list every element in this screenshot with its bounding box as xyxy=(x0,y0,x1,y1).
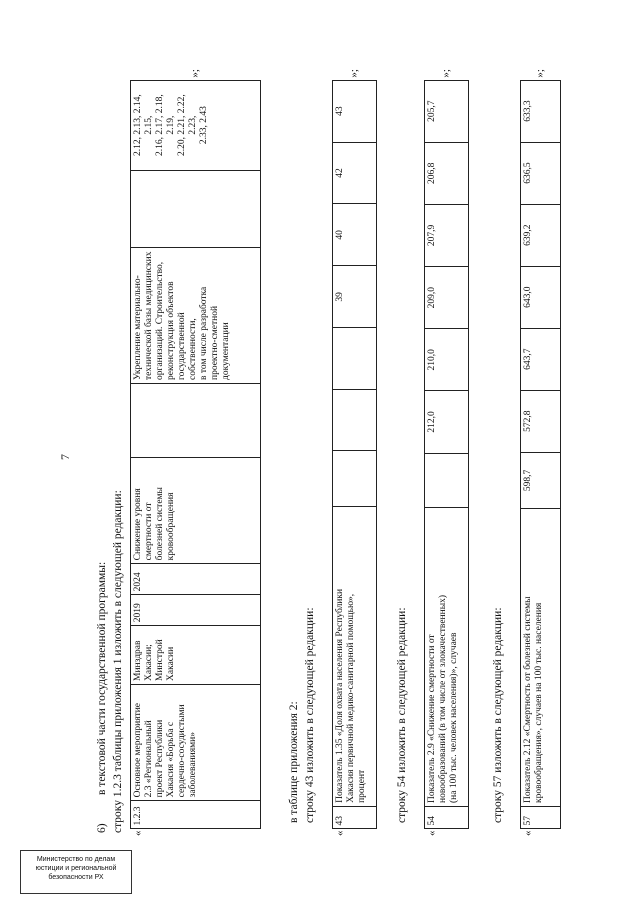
value-cell: 212,0 xyxy=(425,391,469,453)
value-cell: 643,7 xyxy=(521,328,561,390)
value-cell: 39 xyxy=(333,266,377,328)
implementation-direction: Укрепление материально- технической базы медицинских организаций. Строительство, реконструкция объектов государственной собственности, в том числе разработка проектно-сметной документации xyxy=(131,247,261,383)
value-cell: 598,7 xyxy=(521,452,561,509)
table-row-54 xyxy=(424,67,469,837)
close-quote: »; xyxy=(534,69,546,78)
value-cell xyxy=(425,453,469,508)
table-1-2-3 xyxy=(130,67,261,837)
value-cell: 206,8 xyxy=(425,142,469,204)
row-number: 54 xyxy=(425,807,469,829)
open-quote: « xyxy=(333,830,346,836)
executor: Минздрав Хакасии; Минстрой Хакасии xyxy=(131,626,261,685)
value-cell xyxy=(333,389,377,450)
row-54-label: строку 54 изложить в следующей редакции: xyxy=(396,607,408,823)
value-cell: 210,0 xyxy=(425,329,469,391)
row-number: 57 xyxy=(521,807,561,829)
stamp-line: юстиции и региональной xyxy=(35,865,117,872)
event-name: Основное мероприятие 2.3 «Региональный проект Республики Хакасия «Борьба с сердечно-сосудистыми заболеваниями» xyxy=(131,684,261,800)
table-row-43 xyxy=(332,67,377,837)
intro-line-2: строку 1.2.3 таблицы приложения 1 изложить в следующей редакции: xyxy=(112,490,124,833)
indicator-name: Показатель 2.12 «Смертность от болезней системы кровообращения», случаев на 100 тыс. населения xyxy=(521,509,561,807)
value-cell xyxy=(333,328,377,389)
page-number: 7 xyxy=(58,454,72,460)
value-cell: 633,3 xyxy=(521,80,561,142)
value-cell: 43 xyxy=(333,80,377,142)
appendix-2-label: в таблице приложения 2: xyxy=(288,701,300,823)
row-number: 43 xyxy=(333,806,377,829)
stamp-line: безопасности РХ xyxy=(48,874,104,881)
empty-cell-1 xyxy=(131,383,261,458)
close-quote: »; xyxy=(348,69,360,78)
open-quote: « xyxy=(521,830,534,836)
empty-cell-2 xyxy=(131,170,261,247)
value-cell: 209,0 xyxy=(425,267,469,329)
close-quote: »; xyxy=(189,69,201,78)
ministry-stamp xyxy=(20,850,132,894)
value-cell: 40 xyxy=(333,204,377,266)
table-row-57 xyxy=(520,67,561,837)
indicator-name: Показатель 2.9 «Снижение смертности от новообразований (в том числе от злокачественных) (на 100 тыс. человек населения)», случаев xyxy=(425,508,469,807)
year-end: 2024 xyxy=(131,564,261,595)
value-cell: 42 xyxy=(333,142,377,204)
row-43-label: строку 43 изложить в следующей редакции: xyxy=(304,607,316,823)
value-cell: 636,5 xyxy=(521,142,561,204)
value-cell xyxy=(333,450,377,506)
value-cell: 572,8 xyxy=(521,390,561,452)
open-quote: « xyxy=(131,830,144,836)
year-start: 2019 xyxy=(131,595,261,626)
linked-indicators: 2.12, 2.13, 2.14, 2.15, 2.16, 2.17, 2.18, 2.19, 2.20, 2.21, 2.22, 2.23, 2.33, 2.43 xyxy=(131,80,261,170)
close-quote: »; xyxy=(440,69,452,78)
value-cell: 643,0 xyxy=(521,266,561,328)
value-cell: 639,2 xyxy=(521,204,561,266)
expected-result: Снижение уровня смертности от болезней системы кровообращения xyxy=(131,458,261,564)
intro-item-number: 6) xyxy=(96,823,108,833)
row-number: 1.2.3 xyxy=(131,801,261,829)
indicator-name: Показатель 1.35 «Доля охвата населения Республики Хакасия первичной медико-санитарной помощью», процент xyxy=(333,506,377,806)
value-cell: 205,7 xyxy=(425,80,469,142)
open-quote: « xyxy=(425,830,438,836)
intro-line-1: в текстовой части государственной программы: xyxy=(96,561,108,795)
stamp-line: Министерство по делам xyxy=(36,856,116,863)
row-57-label: строку 57 изложить в следующей редакции: xyxy=(492,607,504,823)
value-cell: 207,9 xyxy=(425,204,469,266)
